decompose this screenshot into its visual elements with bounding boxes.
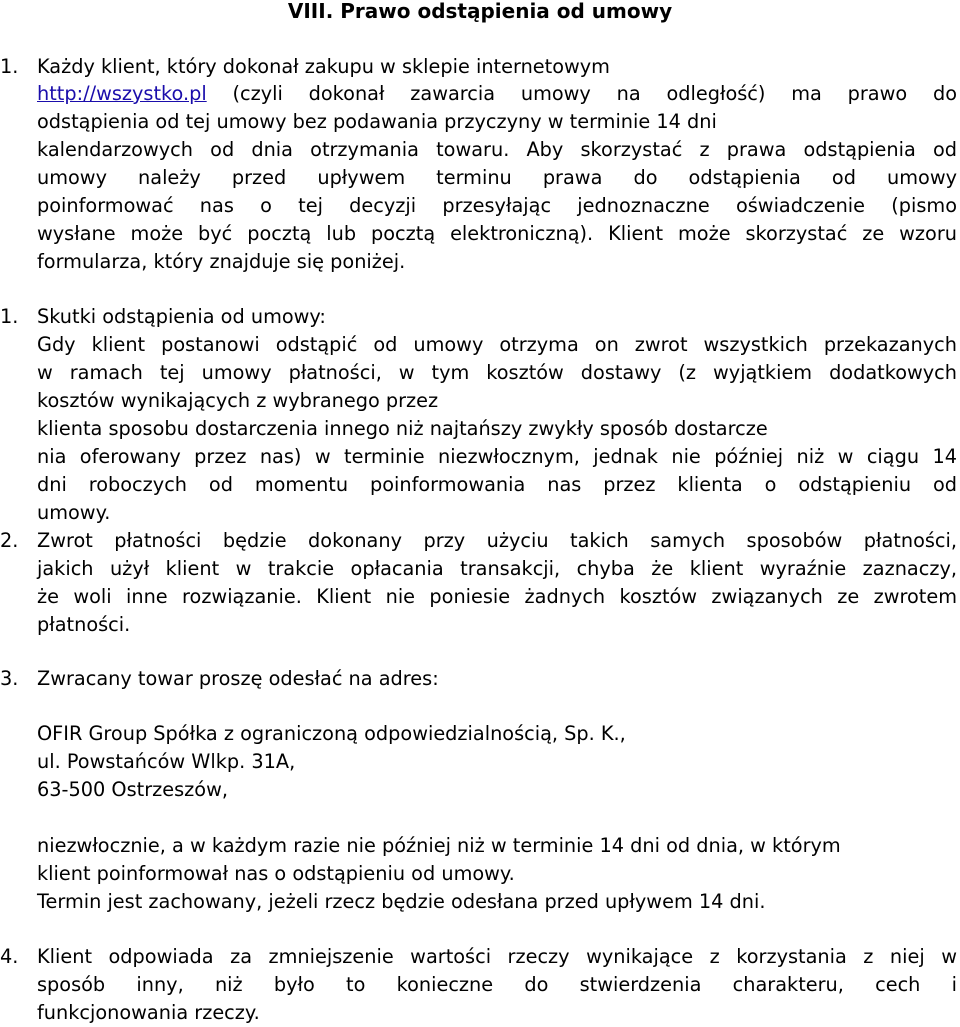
paragraph-line: niezwłocznie, a w każdym razie nie później niż w terminie 14 dni od dnia, w którym (37, 834, 841, 857)
paragraph-line: umowy należy przed upływem terminu prawa do odstąpienia od umowy (37, 166, 957, 189)
paragraph-line: Gdy klient postanowi odstąpić od umowy otrzyma on zwrot wszystkich przekazanych (37, 333, 957, 356)
paragraph-line: Każdy klient, który dokonał zakupu w sklepie internetowym (37, 55, 610, 78)
paragraph-line: klienta sposobu dostarczenia innego niż najtańszy zwykły sposób dostarcze (37, 417, 768, 440)
paragraph-line: dni roboczych od momentu poinformowania nas przez klienta o odstąpieniu od (37, 473, 957, 496)
paragraph-line (37, 81, 957, 107)
item-number: 2. (0, 529, 19, 552)
paragraph-line: Klient odpowiada za zmniejszenie wartości rzeczy wynikające z korzystania z niej w (37, 945, 957, 968)
paragraph-text: (czyli dokonał zawarcia umowy na odległość) ma prawo do (206, 82, 957, 105)
address-line: 63-500 Ostrzeszów, (37, 778, 228, 801)
address-line: OFIR Group Spółka z ograniczoną odpowiedzialnością, Sp. K., (37, 722, 626, 745)
paragraph-line: nia oferowany przez nas) w terminie niezwłocznym, jednak nie później niż w ciągu 14 (37, 445, 957, 468)
paragraph-line: sposób inny, niż było to konieczne do stwierdzenia charakteru, cech i (37, 973, 957, 996)
paragraph-line: formularza, który znajduje się poniżej. (37, 250, 406, 273)
shop-link[interactable]: http://wszystko.pl (37, 82, 207, 105)
paragraph-line: kosztów wynikających z wybranego przez (37, 389, 439, 412)
paragraph-line: klient poinformował nas o odstąpieniu od umowy. (37, 862, 515, 885)
paragraph-line: jakich użył klient w trakcie opłacania transakcji, chyba że klient wyraźnie zaznaczy, (37, 557, 957, 580)
paragraph-line: funkcjonowania rzeczy. (37, 1001, 260, 1024)
section-title: VIII. Prawo odstąpienia od umowy (287, 0, 673, 23)
paragraph-line: Zwracany towar proszę odesłać na adres: (37, 667, 439, 690)
paragraph-line: Termin jest zachowany, jeżeli rzecz będzie odesłana przed upływem 14 dni. (37, 890, 766, 913)
item-number: 4. (0, 945, 19, 968)
paragraph-line: w ramach tej umowy płatności, w tym kosztów dostawy (z wyjątkiem dodatkowych (37, 361, 957, 384)
paragraph-line: Zwrot płatności będzie dokonany przy użyciu takich samych sposobów płatności, (37, 529, 957, 552)
paragraph-line: płatności. (37, 613, 131, 636)
paragraph-line: umowy. (37, 501, 111, 524)
item-number: 1. (0, 305, 19, 328)
subsection-heading: Skutki odstąpienia od umowy: (37, 305, 326, 328)
address-line: ul. Powstańców Wlkp. 31A, (37, 750, 296, 773)
item-number: 3. (0, 667, 19, 690)
paragraph-line: odstąpienia od tej umowy bez podawania przyczyny w terminie 14 dni (37, 110, 717, 133)
item-number: 1. (0, 55, 19, 78)
paragraph-line: kalendarzowych od dnia otrzymania towaru. Aby skorzystać z prawa odstąpienia od (37, 138, 957, 161)
paragraph-line: wysłane może być pocztą lub pocztą elektroniczną). Klient może skorzystać ze wzoru (37, 222, 957, 245)
paragraph-line: że woli inne rozwiązanie. Klient nie poniesie żadnych kosztów związanych ze zwrotem (37, 585, 957, 608)
paragraph-line: poinformować nas o tej decyzji przesyłając jednoznaczne oświadczenie (pismo (37, 194, 957, 217)
